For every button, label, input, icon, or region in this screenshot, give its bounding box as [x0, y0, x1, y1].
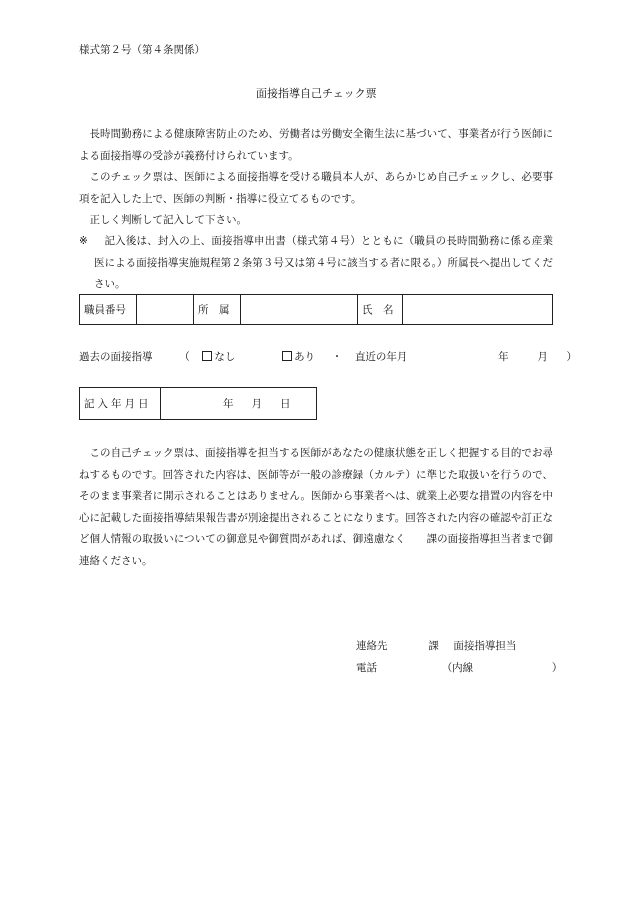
- department-field[interactable]: [241, 295, 358, 325]
- close-paren: ）: [566, 351, 577, 363]
- entry-month-label: 月: [251, 398, 262, 410]
- submission-note: [79, 231, 553, 296]
- employee-no-field[interactable]: [137, 295, 194, 325]
- contact-dept-suffix: 課: [428, 640, 439, 652]
- entry-year-label: 年: [223, 398, 234, 410]
- open-paren: （: [179, 351, 190, 363]
- employee-info-table: [79, 294, 553, 325]
- intro-paragraph: このチェック票は、医師による面接指導を受ける職員本人が、あらかじめ自己チェックし、必要事項を記入した上で、医師の判断・指導に役立てるものです。: [79, 171, 553, 205]
- option-yes-label: あり: [294, 351, 316, 363]
- past-guidance-row: [79, 349, 577, 364]
- contact-row: [356, 638, 516, 653]
- intro-paragraph: 長時間勤務による健康障害防止のため、労働者は労働安全衛生法に基づいて、事業者が行う医師による面接指導の受診が義務付けられています。: [79, 128, 553, 162]
- intro-paragraph: 正しく判断して記入して下さい。: [89, 214, 247, 226]
- intro-section: [79, 124, 553, 232]
- contact-label: 連絡先: [356, 640, 388, 652]
- entry-date-field[interactable]: [161, 388, 317, 420]
- separator-dot: ・: [331, 351, 343, 363]
- phone-row: [356, 660, 562, 675]
- past-guidance-label: 過去の面接指導: [79, 351, 153, 363]
- entry-date-label: 記入年月日: [80, 388, 161, 420]
- department-label: 所 属: [194, 295, 241, 325]
- page-title: 面接指導自己チェック票: [256, 87, 377, 100]
- month-label: 月: [537, 351, 548, 363]
- year-label: 年: [498, 351, 509, 363]
- note-text: 記入後は、封入の上、面接指導申出書（様式第４号）とともに（職員の長時間勤務に係る産業医による面接指導実施規程第２条第３号又は第４号に該当する者に限る。）所属長へ提出してください。: [94, 235, 553, 290]
- name-field[interactable]: [403, 295, 553, 325]
- recent-date-label: 直近の年月: [354, 351, 408, 363]
- checkbox-none[interactable]: [202, 351, 212, 361]
- extension-close-paren: ）: [551, 662, 563, 674]
- explanation-section: [79, 443, 553, 572]
- entry-day-label: 日: [280, 398, 291, 410]
- employee-no-label: 職員番号: [80, 295, 137, 325]
- form-number: 様式第２号（第４条関係）: [79, 44, 205, 56]
- option-none-label: なし: [214, 351, 236, 363]
- extension-label: （内線: [441, 662, 474, 674]
- entry-date-table: [79, 387, 317, 420]
- contact-person: 面接指導担当: [453, 640, 517, 652]
- checkbox-yes[interactable]: [282, 351, 292, 361]
- explanation-paragraph: この自己チェック票は、面接指導を担当する医師があなたの健康状態を正しく把握する目的でお尋ねするものです。回答された内容は、医師等が一般の診療録（カルテ）に準じた取扱いを行うので、そのまま事業者に開示されることはありません。医師から事業者へは、就業上必要な措置の内容を中心に記載した面接指導結果報告書が別途提出されることになります。回答された内容の確認や訂正など個人情報の取扱いについての御意見や御質問があれば、御遠慮なく 課の面接指導担当者まで御連絡ください。: [79, 447, 553, 567]
- phone-label: 電話: [356, 662, 377, 674]
- note-mark: ※: [79, 235, 88, 247]
- name-label: 氏 名: [358, 295, 403, 325]
